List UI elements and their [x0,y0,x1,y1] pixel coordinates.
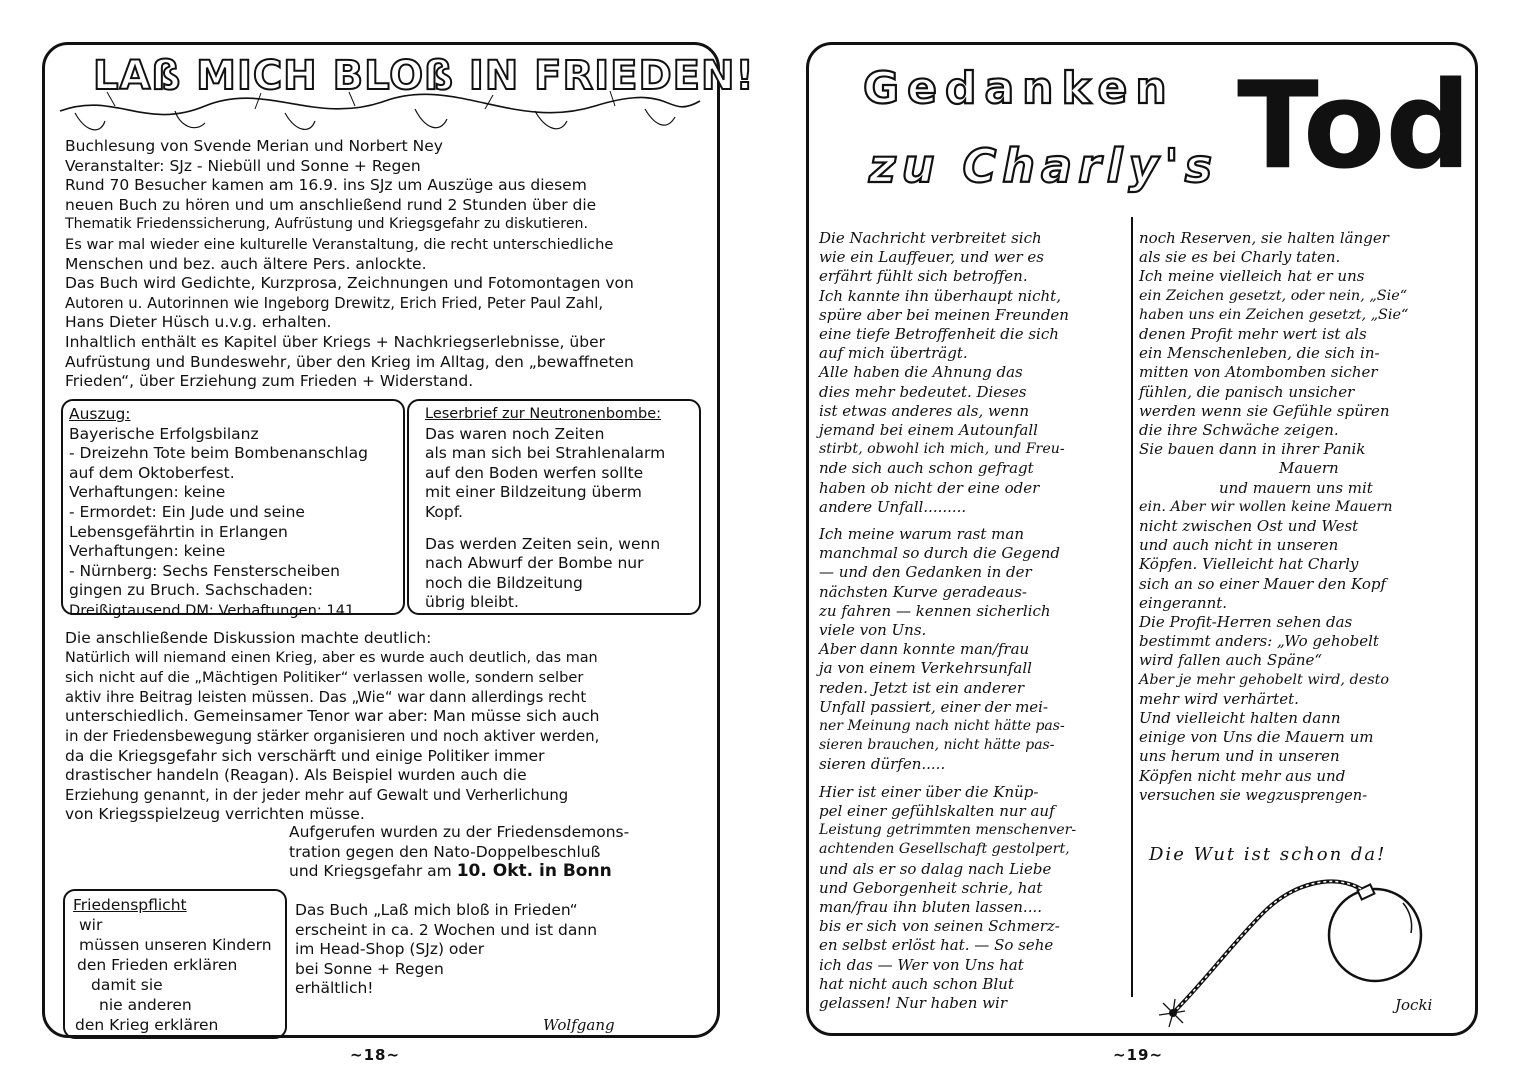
col1-line: ner Meinung nach nicht hätte pas- [819,718,1065,735]
col2-line: Aber je mehr gehobelt wird, desto [1139,671,1390,688]
leserbrief-line: mit einer Bildzeitung überm [425,483,642,502]
col2-line: Die Profit-Herren sehen das [1139,613,1353,632]
signature: Wolfgang [543,1016,615,1034]
intro-line: Autoren u. Autorinnen wie Ingeborg Drewitz, Erich Fried, Peter Paul Zahl, [65,294,604,312]
col2-line: Sie bauen dann in ihrer Panik [1139,440,1366,459]
col2-line: bestimmt anders: „Wo gehobelt [1139,632,1379,651]
col1-line: viele von Uns. [819,621,927,640]
col1-line: reden. Jetzt ist ein anderer [819,678,1025,697]
leserbrief-line: Das waren noch Zeiten [425,424,605,443]
col1-line: sieren brauchen, nicht hätte pas- [819,737,1055,754]
col2-line: eingerannt. [1139,593,1228,612]
buch-line: Das Buch „Laß mich bloß in Frieden“ [295,901,578,919]
col1-line: ist etwas anderes als, wenn [819,401,1030,420]
auszug-line: Dreißigtausend DM: Verhaftungen: 141 [69,601,355,619]
title-line2: zu Charly's [869,139,1218,193]
col2-line: werden wenn sie Gefühle spüren [1139,401,1390,420]
pflicht-line: wir [79,916,103,934]
col1-line [819,517,1137,525]
pflicht-line: müssen unseren Kindern [79,936,272,954]
col1-line: ja von einem Verkehrsunfall [819,659,1032,678]
discussion-line: Natürlich will niemand einen Krieg, aber es wurde auch deutlich, das man [65,649,598,666]
col1-line: Ich meine warum rast man [819,525,1024,544]
col1-line: wie ein Lauffeuer, und wer es [819,248,1044,267]
pflicht-line: damit sie [91,976,163,994]
intro-line: Veranstalter: SJz - Niebüll und Sonne + Regen [65,156,421,175]
buch-line: erhältlich! [295,979,374,997]
page-number: ~19~ [1113,1046,1164,1064]
col1-line: Die Nachricht verbreitet sich [819,229,1042,247]
leserbrief-line: noch die Bildzeitung [425,573,583,592]
discussion-text [65,629,705,825]
leserbrief-line: übrig bleibt. [425,593,519,612]
discussion-line: sich nicht auf die „Mächtigen Politiker“ verlassen wolle, sondern selber [65,669,584,687]
col1-line: jemand bei einem Autounfall [819,421,1038,440]
col2-line: Und vielleicht halten dann [1139,709,1341,728]
leserbrief-title: Leserbrief zur Neutronenbombe: [425,406,662,422]
col1-line: spüre aber bei meinen Freunden [819,305,1069,324]
col1-line: hat nicht auch schon Blut [819,974,1014,993]
leserbrief-line [425,523,665,535]
buch-line: erscheint in ca. 2 Wochen und ist dann [295,920,598,939]
leserbrief-line: nach Abwurf der Bombe nur [425,554,644,573]
aufruf-line-text: und Kriegsgefahr am [289,862,452,881]
discussion-line: von Kriegsspielzeug verrichten müsse. [65,805,365,824]
auszug-line: Verhaftungen: keine [69,542,226,561]
col1-line: haben ob nicht der eine oder [819,478,1040,497]
auszug-line: - Ermordet: Ein Jude und seine [69,502,305,521]
col2-line: und auch nicht in unseren [1139,536,1339,555]
col2-line: mitten von Atombomben sicher [1139,363,1378,382]
intro-line: neuen Buch zu hören und um anschließend rund 2 Stunden über die [65,195,597,214]
pflicht-line: den Krieg erklären [75,1016,219,1034]
column-1 [819,229,1137,1013]
intro-line: Aufrüstung und Bundeswehr, über den Krieg im Alltag, den „bewaffneten [65,352,634,371]
col1-line: Ich kannte ihn überhaupt nicht, [819,286,1061,305]
col2-line: mehr wird verhärtet. [1139,689,1299,708]
buch-line: im Head-Shop (SJz) oder [295,940,485,958]
discussion-line: aktiv ihre Beitrag leisten müssen. Das „Wie“ war dann allerdings recht [65,688,587,706]
col1-line [819,775,1137,783]
intro-line: Menschen und bez. auch ältere Pers. anlockte. [65,254,427,273]
auszug-line: auf dem Oktoberfest. [69,463,235,482]
intro-line: Inhaltlich enthält es Kapitel über Kriegs + Nachkriegserlebnisse, über [65,332,605,351]
col1-line: bis er sich von seinen Schmerz- [819,917,1060,936]
col2-line: haben uns ein Zeichen gesetzt, „Sie“ [1139,306,1409,323]
column-2 [1139,229,1469,805]
auszug-box [61,399,405,619]
intro-text [65,137,705,392]
auszug-line: gingen zu Bruch. Sachschaden: [69,581,314,600]
discussion-line: Erziehung genannt, in der jeder mehr auf Gewalt und Verherlichung [65,786,569,804]
col1-line: Hier ist einer über die Knüp- [819,782,1039,801]
leserbrief-line: als man sich bei Strahlenalarm [425,444,666,463]
aufruf-line [289,862,709,882]
col2-line: noch Reserven, sie halten länger [1139,229,1389,247]
col1-line: Aber dann konnte man/frau [819,640,1030,659]
intro-line: Buchlesung von Svende Merian und Norbert Ney [65,137,443,155]
auszug-line: - Dreizehn Tote beim Bombenanschlag [69,444,368,463]
title: LAß MICH BLOß IN FRIEDEN! [93,53,755,99]
col2-line: ein. Aber wir wollen keine Mauern [1139,498,1393,515]
col1-line: dies mehr bedeutet. Dieses [819,382,1027,401]
discussion-line: Die anschließende Diskussion machte deutlich: [65,629,432,647]
pflicht-line: nie anderen [99,996,192,1014]
col2-line: wird fallen auch Späne“ [1139,651,1323,670]
right-page [806,42,1478,1036]
col1-line: Alle haben die Ahnung das [819,363,1023,382]
col2-line: uns herum und in unseren [1139,747,1340,766]
leserbrief-box [407,399,701,615]
aufruf-text [289,823,709,882]
col1-line: nde sich auch schon gefragt [819,459,1034,478]
intro-line: Frieden“, über Erziehung zum Frieden + Widerstand. [65,372,474,391]
left-page [42,42,755,1038]
col1-line: man/frau ihn bluten lassen.... [819,897,1043,916]
aufruf-line: Aufgerufen wurden zu der Friedensdemons- [289,823,630,841]
aufruf-date: 10. Okt. in Bonn [456,861,612,882]
col1-line: Leistung getrimmten menschenver- [819,822,1077,839]
col1-line: pel einer gefühlskalten nur auf [819,801,1055,820]
col2-line: Ich meine vielleich hat er uns [1139,267,1365,286]
col1-line: gelassen! Nur haben wir [819,993,1007,1012]
col2-line: die ihre Schwäche zeigen. [1139,421,1339,440]
col1-line: erfährt fühlt sich betroffen. [819,267,1028,286]
signature: Jocki [1395,996,1433,1014]
auszug-line: - Nürnberg: Sechs Fensterscheiben [69,561,341,580]
col1-line: manchmal so durch die Gegend [819,544,1061,563]
col2-line: als sie es bei Charly taten. [1139,248,1341,267]
leserbrief-line: Das werden Zeiten sein, wenn [425,534,661,553]
col1-line: eine tiefe Betroffenheit die sich [819,325,1059,344]
intro-line: Hans Dieter Hüsch u.v.g. erhalten. [65,313,332,332]
title-big: Tod [1237,57,1472,196]
col1-line: achtenden Gesellschaft gestolpert, [819,841,1070,858]
auszug-line: Verhaftungen: keine [69,483,226,502]
col1-line: en selbst erlöst hat. — So sehe [819,936,1054,955]
intro-line: Das Buch wird Gedichte, Kurzprosa, Zeichnungen und Fotomontagen von [65,274,634,293]
col2-line: versuchen sie wegzusprengen- [1139,786,1368,804]
col1-line: stirbt, obwohl ich mich, und Freu- [819,441,1065,458]
pflicht-line: den Frieden erklären [77,956,238,974]
col2-line: und mauern uns mit [1219,478,1373,497]
aufruf-line: tration gegen den Nato-Doppelbeschluß [289,842,601,861]
col2-line: Köpfen nicht mehr aus und [1139,766,1346,785]
col2-line: fühlen, die panisch unsicher [1139,382,1355,401]
col2-line: nicht zwischen Ost und West [1139,517,1359,536]
leserbrief-line: auf den Boden werfen sollte [425,463,644,482]
auszug-title: Auszug: [69,405,131,423]
page-number: ~18~ [350,1046,401,1064]
col1-line: sieren dürfen..... [819,755,946,774]
auszug-line: Bayerische Erfolgsbilanz [69,424,259,443]
col2-line: Köpfen. Vielleicht hat Charly [1139,555,1359,574]
discussion-line: in der Friedensbewegung stärker organisieren und noch aktiver werden, [65,727,600,745]
leserbrief-line: Kopf. [425,502,463,521]
intro-line: Thematik Friedenssicherung, Aufrüstung und Kriegsgefahr zu diskutieren. [65,216,589,233]
col2-line: einige von Uns die Mauern um [1139,728,1374,747]
closing-line: Die Wut ist schon da! [1149,844,1387,865]
col2-line: ein Zeichen gesetzt, oder nein, „Sie“ [1139,287,1408,304]
auszug-line: Lebensgefährtin in Erlangen [69,522,288,541]
col1-line: zu fahren — kennen sicherlich [819,601,1051,620]
title-line1: Gedanken [863,63,1175,114]
discussion-line: da die Kriegsgefahr sich verschärft und einige Politiker immer [65,746,545,765]
intro-line: Es war mal wieder eine kulturelle Veranstaltung, die recht unterschiedliche [65,235,614,253]
pflicht-title: Friedenspflicht [73,896,187,914]
friedenspflicht-box [63,889,287,1039]
col1-line: und Geborgenheit schrie, hat [819,878,1043,897]
discussion-line: drastischer handeln (Reagan). Als Beispiel wurden auch die [65,766,527,785]
buch-line: bei Sonne + Regen [295,959,444,978]
intro-line: Rund 70 Besucher kamen am 16.9. ins SJz um Auszüge aus diesem [65,176,587,195]
col1-line: — und den Gedanken in der [819,563,1032,582]
col1-line: und als er so dalag nach Liebe [819,859,1052,878]
discussion-line: unterschiedlich. Gemeinsamer Tenor war aber: Man müsse sich auch [65,707,600,726]
buch-text [295,901,705,999]
col2-line: denen Profit mehr wert ist als [1139,325,1367,344]
col1-line: andere Unfall......... [819,497,967,516]
col2-line: sich an so einer Mauer den Kopf [1139,574,1387,593]
col2-line: ein Menschenleben, die sich in- [1139,344,1380,363]
col1-line: nächsten Kurve geradeaus- [819,582,1027,601]
col1-line: ich das — Wer von Uns hat [819,955,1024,974]
mauern: Mauern [1279,459,1339,478]
col1-line: Unfall passiert, einer der mei- [819,697,1049,716]
col1-line: auf mich überträgt. [819,344,968,363]
